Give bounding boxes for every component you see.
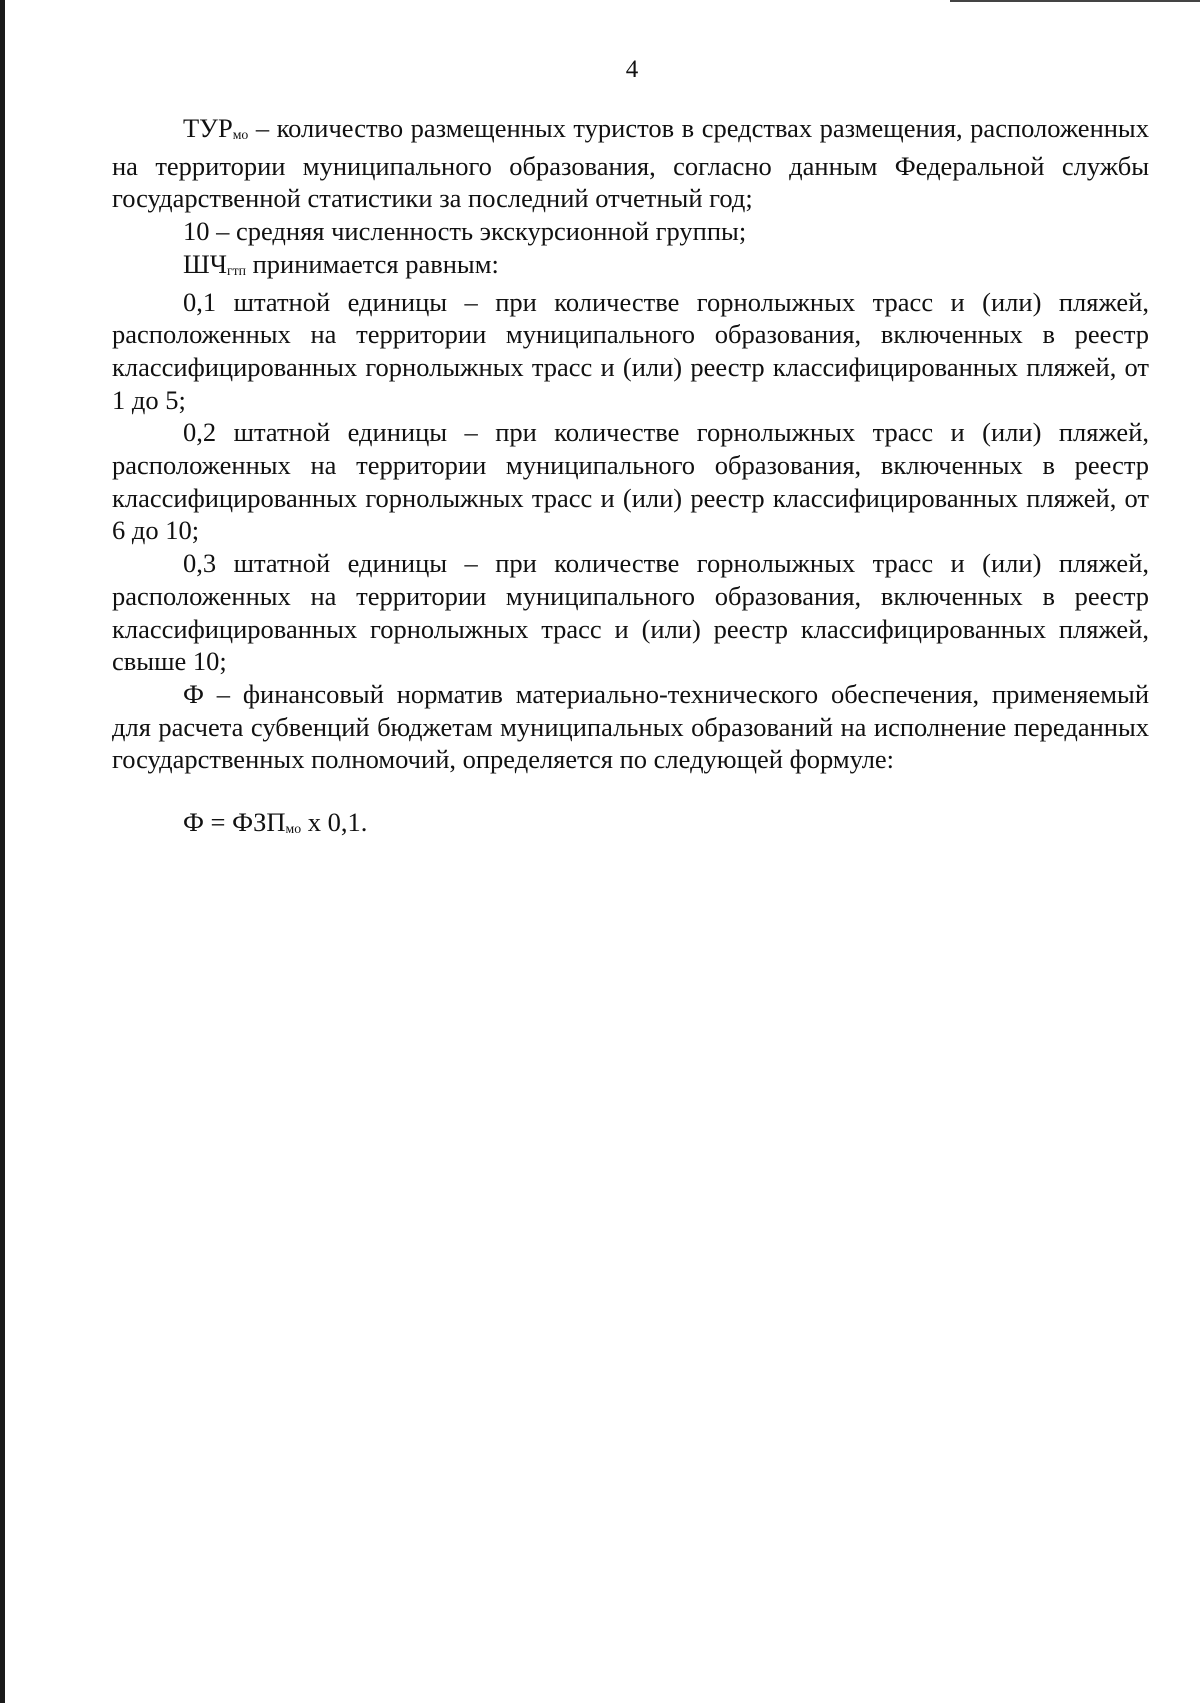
formula-subscript: мо (285, 821, 302, 837)
paragraph-staff-0-3: 0,3 штатной единицы – при количестве горнолыжных трасс и (или) пляжей, расположенных на территории муниципального образования, включенных в реестр классифицированных горнолыжных трасс и (или) реестр классифицированных пляжей, свыше 10; (112, 548, 1149, 677)
paragraph-tur-definition (112, 112, 1149, 215)
paragraph-tur-text: – количество размещенных туристов в средствах размещения, расположенных на территории муниципального образования, согласно данным Федеральной службы государственной статистики за последний отчетный год; (112, 113, 1149, 214)
paragraph-shch-definition (112, 248, 1149, 286)
symbol-tur: ТУР (183, 113, 233, 143)
paragraph-financial-norm: Ф – финансовый норматив материально-технического обеспечения, применяемый для расчета субвенций бюджетам муниципальных образований на исполнение переданных государственных полномочий, определяется по следующей формуле: (112, 678, 1149, 775)
scan-edge-top (950, 0, 1200, 2)
paragraph-staff-0-2: 0,2 штатной единицы – при количестве горнолыжных трасс и (или) пляжей, расположенных на территории муниципального образования, включенных в реестр классифицированных горнолыжных трасс и (или) реестр классифицированных пляжей, от 6 до 10; (112, 417, 1149, 546)
formula-rhs: х 0,1. (301, 807, 368, 838)
symbol-shch-subscript: гтп (226, 262, 246, 278)
paragraph-group-size: 10 – средняя численность экскурсионной группы; (183, 216, 747, 247)
scan-edge-left (0, 0, 5, 1703)
paragraph-staff-0-1: 0,1 штатной единицы – при количестве горнолыжных трасс и (или) пляжей, расположенных на территории муниципального образования, включенных в реестр классифицированных горнолыжных трасс и (или) реестр классифицированных пляжей, от 1 до 5; (112, 286, 1149, 415)
paragraph-shch-text: принимается равным: (246, 248, 499, 279)
symbol-tur-subscript: мо (232, 127, 249, 143)
formula (112, 806, 1149, 844)
formula-lhs: Ф = ФЗП (183, 807, 286, 838)
document-body (112, 112, 1149, 844)
page-number: 4 (625, 56, 639, 83)
symbol-shch: ШЧ (183, 248, 227, 279)
